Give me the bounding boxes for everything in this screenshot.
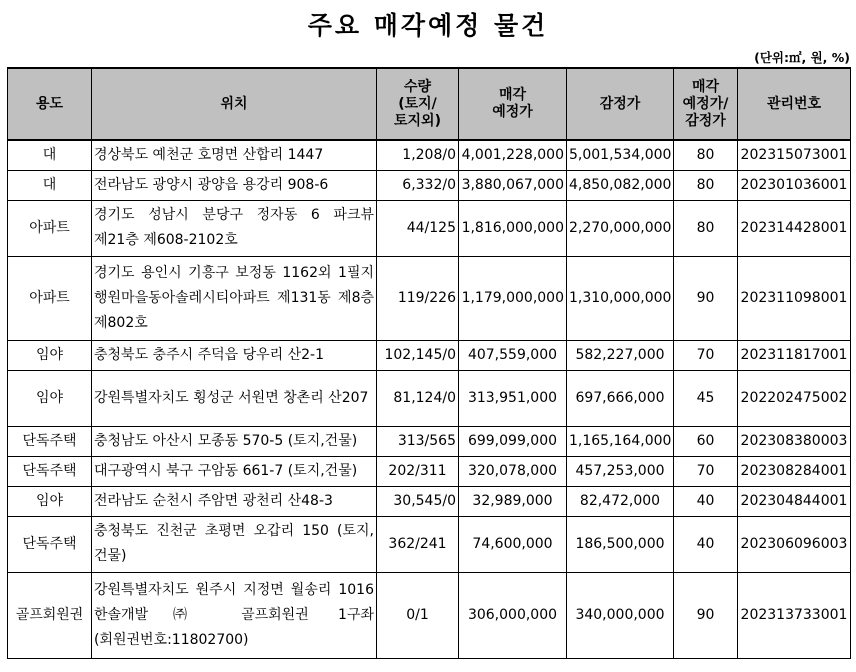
cell-mgmt-no: 202308380003: [738, 426, 851, 456]
table-row: [8, 456, 851, 486]
cell-location: 충청남도 아산시 모종동 570-5 (토지,건물): [92, 426, 377, 456]
table-row: [8, 200, 851, 256]
cell-mgmt-no: 202304844001: [738, 486, 851, 516]
cell-appraisal: 2,270,000,000: [567, 200, 674, 256]
cell-quantity: 102,145/0: [377, 340, 459, 370]
cell-ratio: 60: [674, 426, 738, 456]
cell-appraisal: 582,227,000: [567, 340, 674, 370]
cell-mgmt-no: 202311817001: [738, 340, 851, 370]
header-mgmt-no: 관리번호: [738, 68, 851, 140]
cell-sale-price: 32,989,000: [459, 486, 567, 516]
cell-quantity: 313/565: [377, 426, 459, 456]
cell-sale-price: 74,600,000: [459, 516, 567, 572]
cell-sale-price: 1,816,000,000: [459, 200, 567, 256]
cell-mgmt-no: 202202475002: [738, 370, 851, 426]
cell-sale-price: 699,099,000: [459, 426, 567, 456]
cell-sale-price: 407,559,000: [459, 340, 567, 370]
cell-sale-price: 4,001,228,000: [459, 140, 567, 170]
cell-mgmt-no: 202301036001: [738, 170, 851, 200]
cell-location: 강원특별자치도 원주시 지정면 월송리 1016 한솔개발㈜ 골프회원권 1구좌(회원권번호:11802700): [92, 572, 377, 658]
cell-location: 경상북도 예천군 호명면 산합리 1447: [92, 140, 377, 170]
cell-ratio: 40: [674, 486, 738, 516]
cell-ratio: 70: [674, 340, 738, 370]
header-location: 위치: [92, 68, 377, 140]
cell-mgmt-no: 202306096003: [738, 516, 851, 572]
header-sale-price: 매각 예정가: [459, 68, 567, 140]
cell-location: 충청북도 충주시 주덕읍 당우리 산2-1: [92, 340, 377, 370]
cell-location: 경기도 성남시 분당구 정자동 6 파크뷰 제21층 제608-2102호: [92, 200, 377, 256]
table-row: [8, 140, 851, 170]
cell-ratio: 70: [674, 456, 738, 486]
cell-sale-price: 313,951,000: [459, 370, 567, 426]
page-title: 주요 매각예정 물건: [307, 11, 549, 40]
cell-sale-price: 306,000,000: [459, 572, 567, 658]
cell-sale-price: 320,078,000: [459, 456, 567, 486]
header-appraisal: 감정가: [567, 68, 674, 140]
cell-quantity: 1,208/0: [377, 140, 459, 170]
properties-table: [7, 67, 851, 659]
cell-use: 아파트: [8, 200, 92, 256]
cell-mgmt-no: 202314428001: [738, 200, 851, 256]
cell-quantity: 0/1: [377, 572, 459, 658]
header-quantity: 수량 (토지/ 토지외): [377, 68, 459, 140]
header-row: [8, 68, 851, 140]
cell-quantity: 81,124/0: [377, 370, 459, 426]
cell-use: 단독주택: [8, 426, 92, 456]
cell-location: 강원특별자치도 횡성군 서원면 창촌리 산207: [92, 370, 377, 426]
cell-location: 대구광역시 북구 구암동 661-7 (토지,건물): [92, 456, 377, 486]
cell-use: 대: [8, 170, 92, 200]
cell-location: 경기도 용인시 기흥구 보정동 1162외 1필지 행원마을동아솔레시티아파트 제131동 제8층 제802호: [92, 256, 377, 340]
cell-quantity: 119/226: [377, 256, 459, 340]
cell-ratio: 40: [674, 516, 738, 572]
cell-mgmt-no: 202311098001: [738, 256, 851, 340]
unit-note: (단위:㎡, 원, %): [754, 50, 850, 65]
cell-quantity: 362/241: [377, 516, 459, 572]
table-row: [8, 516, 851, 572]
table-row: [8, 340, 851, 370]
cell-ratio: 90: [674, 256, 738, 340]
cell-appraisal: 1,310,000,000: [567, 256, 674, 340]
cell-appraisal: 457,253,000: [567, 456, 674, 486]
cell-appraisal: 4,850,082,000: [567, 170, 674, 200]
cell-use: 임야: [8, 340, 92, 370]
header-use: 용도: [8, 68, 92, 140]
cell-ratio: 90: [674, 572, 738, 658]
cell-location: 전라남도 순천시 주암면 광천리 산48-3: [92, 486, 377, 516]
cell-use: 대: [8, 140, 92, 170]
cell-quantity: 30,545/0: [377, 486, 459, 516]
cell-ratio: 80: [674, 200, 738, 256]
cell-quantity: 44/125: [377, 200, 459, 256]
cell-quantity: 202/311: [377, 456, 459, 486]
cell-sale-price: 3,880,067,000: [459, 170, 567, 200]
cell-use: 아파트: [8, 256, 92, 340]
table-row: [8, 256, 851, 340]
cell-appraisal: 5,001,534,000: [567, 140, 674, 170]
cell-appraisal: 340,000,000: [567, 572, 674, 658]
cell-appraisal: 1,165,164,000: [567, 426, 674, 456]
cell-ratio: 80: [674, 140, 738, 170]
cell-use: 단독주택: [8, 456, 92, 486]
cell-ratio: 45: [674, 370, 738, 426]
cell-mgmt-no: 202313733001: [738, 572, 851, 658]
cell-appraisal: 697,666,000: [567, 370, 674, 426]
cell-sale-price: 1,179,000,000: [459, 256, 567, 340]
cell-mgmt-no: 202315073001: [738, 140, 851, 170]
table-row: [8, 572, 851, 658]
cell-use: 골프회원권: [8, 572, 92, 658]
header-ratio: 매각 예정가/ 감정가: [674, 68, 738, 140]
cell-appraisal: 186,500,000: [567, 516, 674, 572]
cell-location: 충청북도 진천군 초평면 오갑리 150 (토지,건물): [92, 516, 377, 572]
table-row: [8, 486, 851, 516]
table-row: [8, 370, 851, 426]
cell-appraisal: 82,472,000: [567, 486, 674, 516]
cell-quantity: 6,332/0: [377, 170, 459, 200]
table-row: [8, 426, 851, 456]
cell-use: 단독주택: [8, 516, 92, 572]
cell-mgmt-no: 202308284001: [738, 456, 851, 486]
cell-location: 전라남도 광양시 광양읍 용강리 908-6: [92, 170, 377, 200]
cell-use: 임야: [8, 370, 92, 426]
cell-use: 임야: [8, 486, 92, 516]
cell-ratio: 80: [674, 170, 738, 200]
table-row: [8, 170, 851, 200]
